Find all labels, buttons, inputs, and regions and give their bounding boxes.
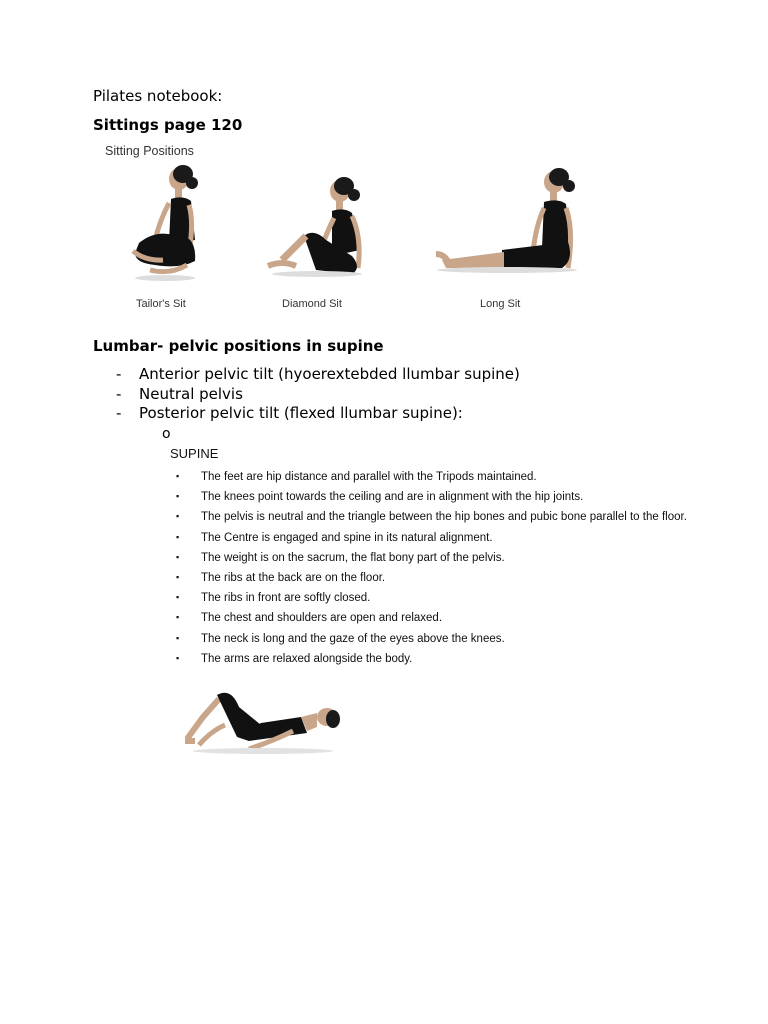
long-sit-label: Long Sit bbox=[480, 298, 521, 310]
square-bullet-icon: ▪ bbox=[176, 612, 180, 623]
list-item-text: The pelvis is neutral and the triangle between the hip bones and pubic bone parallel to the floor. bbox=[201, 511, 687, 524]
list-item-text: The arms are relaxed alongside the body. bbox=[201, 652, 413, 665]
pelvic-tilt-list bbox=[116, 365, 520, 424]
dash-marker: - bbox=[116, 384, 122, 403]
diamond-sit-figure bbox=[262, 178, 372, 278]
square-bullet-icon: ▪ bbox=[176, 571, 180, 582]
list-item-text: The Centre is engaged and spine in its natural alignment. bbox=[201, 531, 493, 544]
square-bullet-icon: ▪ bbox=[176, 491, 180, 502]
square-bullet-icon: ▪ bbox=[176, 652, 180, 663]
list-item bbox=[176, 649, 687, 669]
list-item-text: The ribs at the back are on the floor. bbox=[201, 571, 386, 584]
list-item-text: The chest and shoulders are open and relaxed. bbox=[201, 612, 443, 625]
supine-title: SUPINE bbox=[170, 446, 219, 461]
diamond-sit-label: Diamond Sit bbox=[282, 298, 342, 310]
notebook-intro: Pilates notebook: bbox=[93, 87, 223, 105]
list-item bbox=[176, 568, 687, 588]
supine-figure bbox=[183, 685, 343, 757]
list-item bbox=[176, 608, 687, 628]
list-item-text: The feet are hip distance and parallel with the Tripods maintained. bbox=[201, 471, 537, 483]
list-item-text: The neck is long and the gaze of the eyes above the knees. bbox=[201, 632, 505, 645]
list-item-text: Neutral pelvis bbox=[139, 384, 243, 403]
sub-bullet-marker: o bbox=[162, 426, 171, 442]
list-item-text: The ribs in front are softly closed. bbox=[201, 592, 371, 605]
list-item-text: The knees point towards the ceiling and are in alignment with the hip joints. bbox=[201, 491, 584, 504]
dash-marker: - bbox=[116, 365, 122, 383]
list-item bbox=[176, 548, 687, 568]
list-item bbox=[176, 588, 687, 608]
dash-marker: - bbox=[116, 404, 122, 422]
list-item bbox=[176, 467, 687, 487]
sittings-heading: Sittings page 120 bbox=[93, 116, 243, 134]
list-item-text: Anterior pelvic tilt (hyoerextebded llumbar supine) bbox=[139, 365, 520, 383]
square-bullet-icon: ▪ bbox=[176, 632, 180, 643]
list-item bbox=[116, 365, 520, 385]
tailors-sit-figure bbox=[125, 165, 205, 290]
list-item bbox=[176, 528, 687, 548]
list-item-text: The weight is on the sacrum, the flat bony part of the pelvis. bbox=[201, 551, 505, 564]
sitting-positions-caption: Sitting Positions bbox=[105, 144, 194, 158]
square-bullet-icon: ▪ bbox=[176, 511, 180, 522]
list-item bbox=[176, 507, 687, 527]
list-item bbox=[116, 385, 520, 405]
list-item bbox=[176, 629, 687, 649]
square-bullet-icon: ▪ bbox=[176, 592, 180, 603]
list-item-text: Posterior pelvic tilt (flexed llumbar supine): bbox=[139, 404, 463, 422]
square-bullet-icon: ▪ bbox=[176, 531, 180, 542]
list-item bbox=[176, 487, 687, 507]
square-bullet-icon: ▪ bbox=[176, 471, 180, 481]
list-item bbox=[116, 404, 520, 424]
lumbar-pelvic-heading: Lumbar- pelvic positions in supine bbox=[93, 337, 384, 355]
long-sit-figure bbox=[432, 168, 582, 278]
supine-checklist bbox=[176, 467, 687, 669]
tailors-sit-label: Tailor's Sit bbox=[136, 298, 186, 310]
square-bullet-icon: ▪ bbox=[176, 551, 180, 562]
